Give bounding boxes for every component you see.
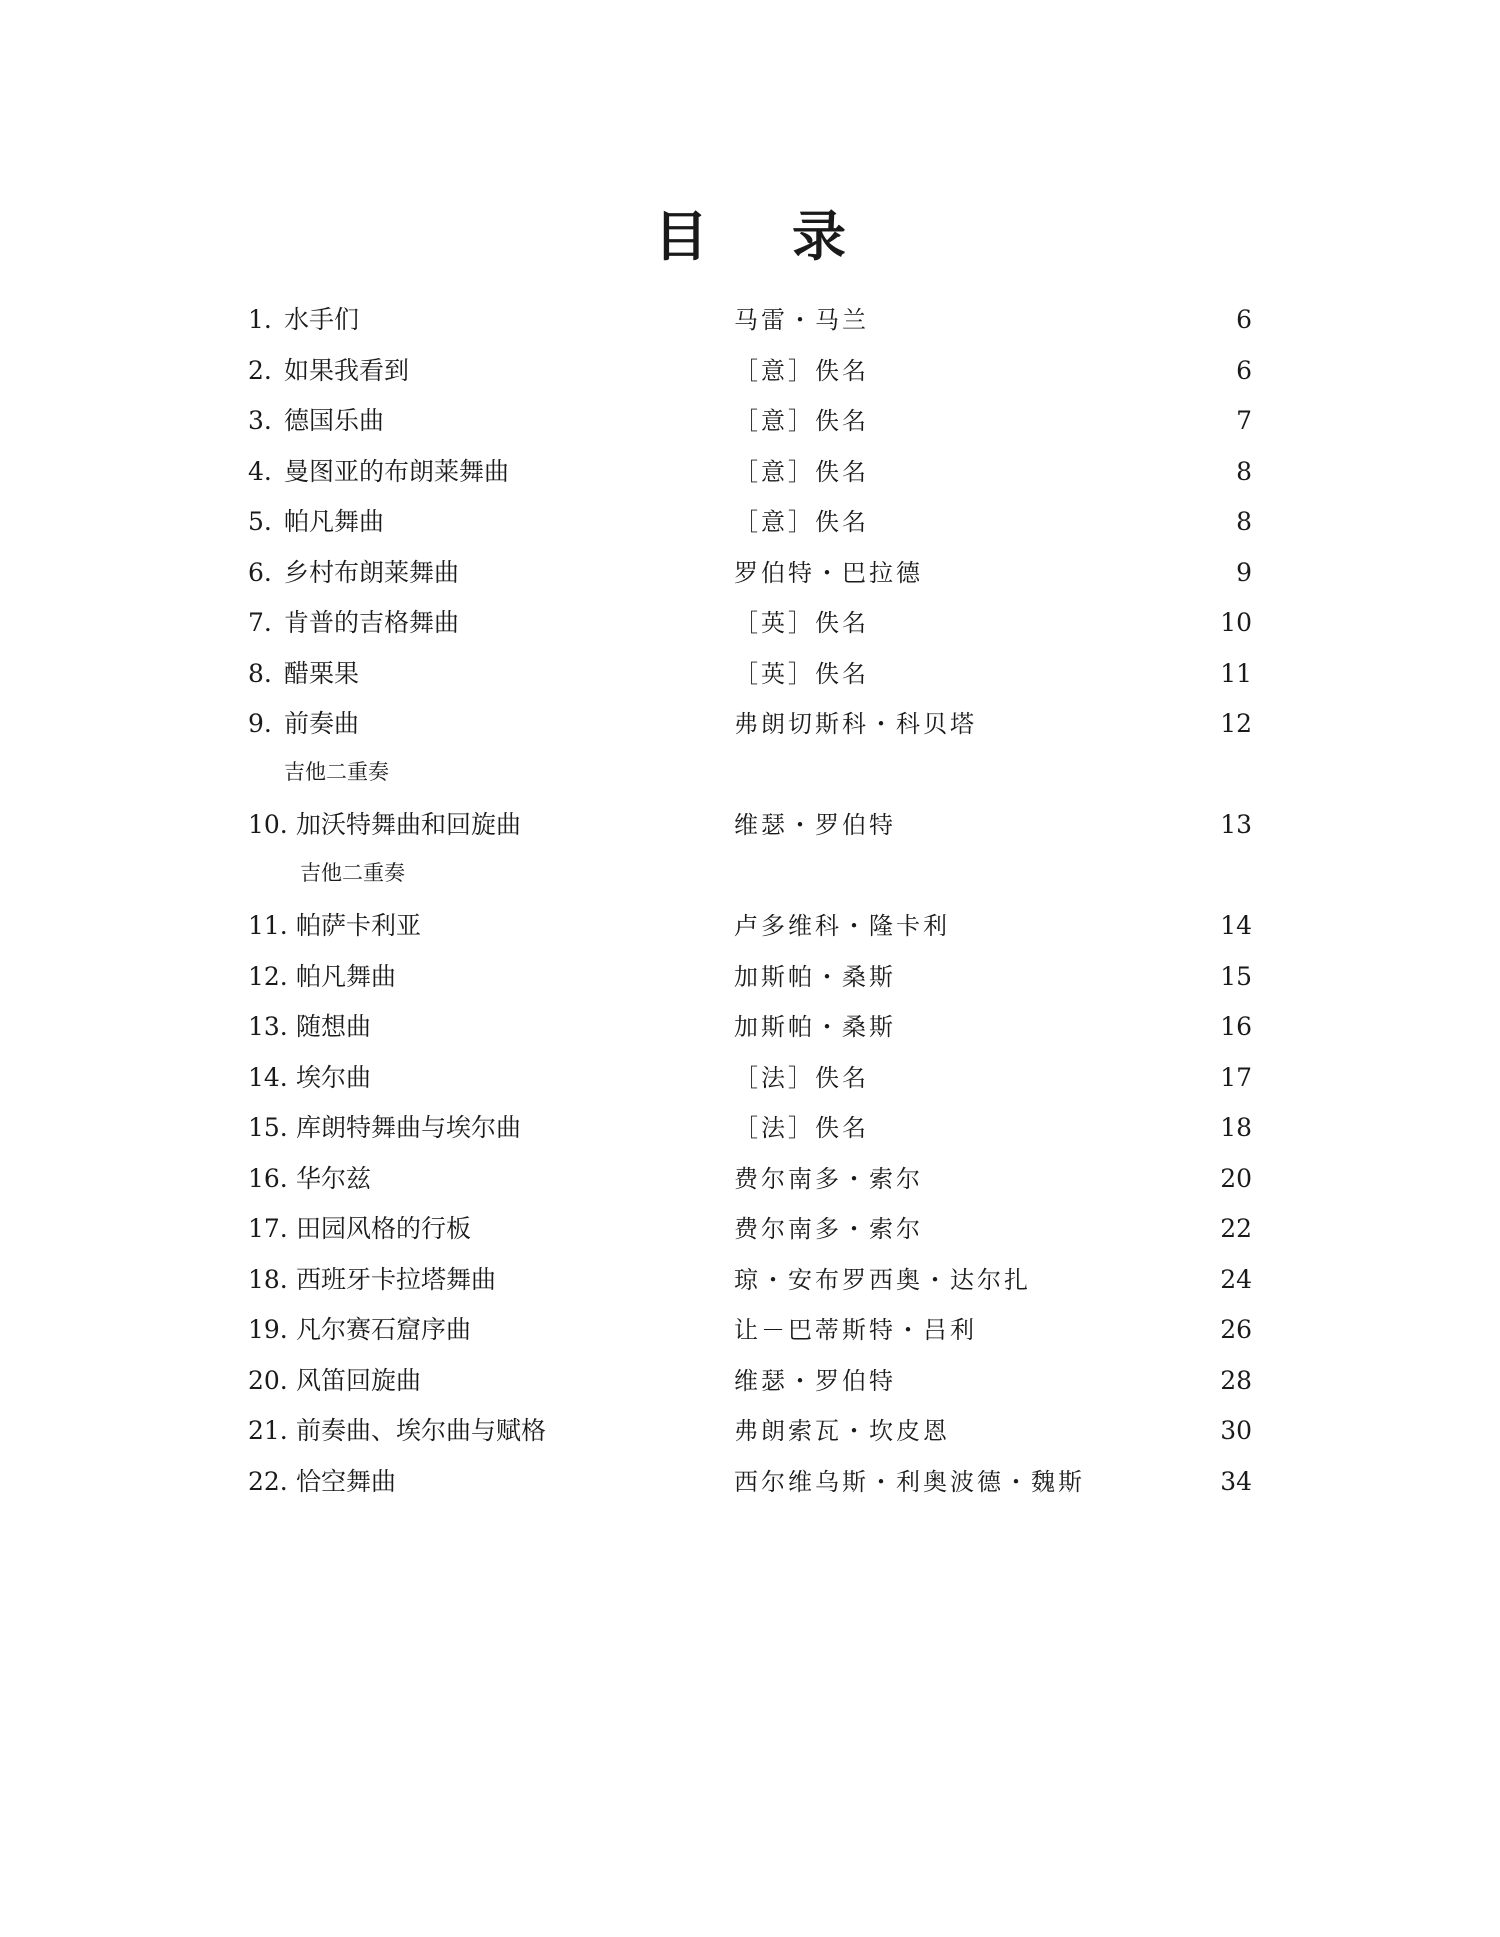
entry-composer: 西尔维乌斯・利奥波德・魏斯: [734, 1467, 1085, 1496]
entry-title: 西班牙卡拉塔舞曲: [296, 1264, 497, 1294]
entry-title: 醋栗果: [284, 658, 360, 688]
entry-page-number: 14: [1220, 911, 1252, 940]
entry-composer: ［意］佚名: [734, 356, 869, 385]
entry-composer: 让－巴蒂斯特・吕利: [734, 1316, 977, 1344]
toc-entry[interactable]: [248, 1460, 1258, 1511]
toc-entry[interactable]: [248, 551, 1258, 602]
entry-title: 凡尔赛石窟序曲: [296, 1315, 472, 1344]
entry-composer: ［意］佚名: [734, 457, 869, 486]
entry-composer: 琼・安布罗西奥・达尔扎: [734, 1265, 1031, 1294]
entry-title: 乡村布朗莱舞曲: [284, 557, 460, 587]
entry-title: 随想曲: [296, 1012, 372, 1041]
toc-entry[interactable]: [248, 601, 1258, 652]
entry-number: 21.: [248, 1416, 288, 1445]
table-of-contents: [248, 298, 1258, 1510]
entry-title: 前奏曲、埃尔曲与赋格: [296, 1416, 547, 1445]
entry-page-number: 28: [1220, 1365, 1252, 1395]
entry-page-number: 24: [1220, 1264, 1252, 1294]
toc-entry[interactable]: [248, 1207, 1258, 1258]
entry-page-number: 26: [1220, 1315, 1252, 1344]
entry-number: 5.: [248, 507, 272, 536]
entry-composer: 费尔南多・索尔: [734, 1164, 923, 1193]
entry-composer: ［英］佚名: [734, 659, 869, 688]
page-title-char-2: 录: [792, 204, 846, 269]
entry-number: 19.: [248, 1315, 288, 1344]
entry-number: 17.: [248, 1214, 288, 1243]
entry-number: 9.: [248, 709, 272, 738]
entry-composer: ［法］佚名: [734, 1114, 869, 1142]
entry-number: 20.: [248, 1365, 288, 1395]
entry-number: 14.: [248, 1062, 288, 1092]
entry-page-number: 13: [1220, 810, 1252, 839]
entry-title: 埃尔曲: [296, 1062, 372, 1092]
entry-title: 帕凡舞曲: [296, 961, 397, 991]
entry-page-number: 10: [1220, 608, 1252, 637]
entry-page-number: 11: [1220, 658, 1252, 688]
entry-number: 7.: [248, 608, 272, 637]
entry-number: 1.: [248, 305, 272, 334]
entry-composer: 弗朗切斯科・科贝塔: [734, 710, 977, 738]
entry-page-number: 9: [1236, 557, 1252, 587]
entry-number: 12.: [248, 961, 288, 991]
entry-number: 4.: [248, 456, 272, 486]
toc-entry[interactable]: [248, 702, 1258, 753]
toc-entry[interactable]: [248, 349, 1258, 400]
entry-composer: 维瑟・罗伯特: [734, 811, 896, 839]
entry-page-number: 18: [1220, 1113, 1252, 1142]
entry-page-number: 17: [1220, 1062, 1252, 1092]
entry-subtitle-text: 吉他二重奏: [300, 860, 405, 885]
entry-title: 华尔兹: [296, 1163, 372, 1193]
toc-entry[interactable]: [248, 904, 1258, 955]
entry-title: 前奏曲: [284, 709, 360, 738]
entry-composer: 维瑟・罗伯特: [734, 1366, 896, 1395]
entry-page-number: 6: [1236, 355, 1252, 385]
toc-entry[interactable]: [248, 1005, 1258, 1056]
toc-entry[interactable]: [248, 298, 1258, 349]
entry-title: 风笛回旋曲: [296, 1365, 422, 1395]
entry-page-number: 7: [1236, 406, 1252, 435]
toc-entry[interactable]: [248, 1359, 1258, 1410]
entry-title: 库朗特舞曲与埃尔曲: [296, 1113, 522, 1142]
entry-subtitle-text: 吉他二重奏: [284, 759, 389, 784]
toc-entry[interactable]: [248, 803, 1258, 854]
entry-title: 加沃特舞曲和回旋曲: [296, 810, 522, 839]
toc-entry[interactable]: [248, 1106, 1258, 1157]
toc-entry[interactable]: [248, 399, 1258, 450]
entry-page-number: 6: [1236, 305, 1252, 334]
entry-composer: ［意］佚名: [734, 508, 869, 536]
entry-page-number: 15: [1220, 961, 1252, 991]
toc-entry[interactable]: [248, 955, 1258, 1006]
entry-number: 15.: [248, 1113, 288, 1142]
entry-composer: ［英］佚名: [734, 609, 869, 637]
entry-number: 3.: [248, 406, 272, 435]
entry-composer: 弗朗索瓦・坎皮恩: [734, 1417, 950, 1445]
entry-number: 18.: [248, 1264, 288, 1294]
toc-entry[interactable]: [248, 1409, 1258, 1460]
entry-number: 10.: [248, 810, 288, 839]
toc-entry[interactable]: [248, 500, 1258, 551]
toc-entry[interactable]: [248, 1258, 1258, 1309]
entry-number: 13.: [248, 1012, 288, 1041]
entry-page-number: 8: [1236, 507, 1252, 536]
page-title-char-1: 目: [654, 204, 708, 269]
toc-entry[interactable]: [248, 1056, 1258, 1107]
entry-page-number: 34: [1220, 1466, 1252, 1496]
toc-entry[interactable]: [248, 1308, 1258, 1359]
entry-title: 曼图亚的布朗莱舞曲: [284, 456, 510, 486]
page-title: [0, 201, 1500, 271]
entry-composer: 费尔南多・索尔: [734, 1215, 923, 1243]
entry-subtitle: [248, 854, 1258, 905]
entry-composer: ［法］佚名: [734, 1063, 869, 1092]
entry-number: 2.: [248, 355, 272, 385]
toc-entry[interactable]: [248, 450, 1258, 501]
entry-title: 帕凡舞曲: [284, 507, 385, 536]
entry-composer: 加斯帕・桑斯: [734, 962, 896, 991]
entry-page-number: 8: [1236, 456, 1252, 486]
entry-title: 恰空舞曲: [296, 1466, 397, 1496]
entry-page-number: 20: [1220, 1163, 1252, 1193]
entry-page-number: 30: [1220, 1416, 1252, 1445]
entry-number: 6.: [248, 557, 272, 587]
entry-number: 11.: [248, 911, 288, 940]
entry-page-number: 16: [1220, 1012, 1252, 1041]
toc-entry[interactable]: [248, 1157, 1258, 1208]
entry-number: 8.: [248, 658, 272, 688]
entry-composer: 加斯帕・桑斯: [734, 1013, 896, 1041]
entry-title: 肯普的吉格舞曲: [284, 608, 460, 637]
entry-title: 德国乐曲: [284, 406, 385, 435]
entry-composer: 罗伯特・巴拉德: [734, 558, 923, 587]
entry-number: 16.: [248, 1163, 288, 1193]
entry-title: 帕萨卡利亚: [296, 911, 422, 940]
entry-number: 22.: [248, 1466, 288, 1496]
entry-composer: 马雷・马兰: [734, 306, 869, 334]
entry-title: 水手们: [284, 305, 360, 334]
entry-title: 田园风格的行板: [296, 1214, 472, 1243]
entry-page-number: 12: [1220, 709, 1252, 738]
entry-subtitle: [248, 753, 1258, 804]
entry-title: 如果我看到: [284, 355, 410, 385]
entry-composer: 卢多维科・隆卡利: [734, 912, 950, 940]
entry-page-number: 22: [1220, 1214, 1252, 1243]
toc-entry[interactable]: [248, 652, 1258, 703]
entry-composer: ［意］佚名: [734, 407, 869, 435]
